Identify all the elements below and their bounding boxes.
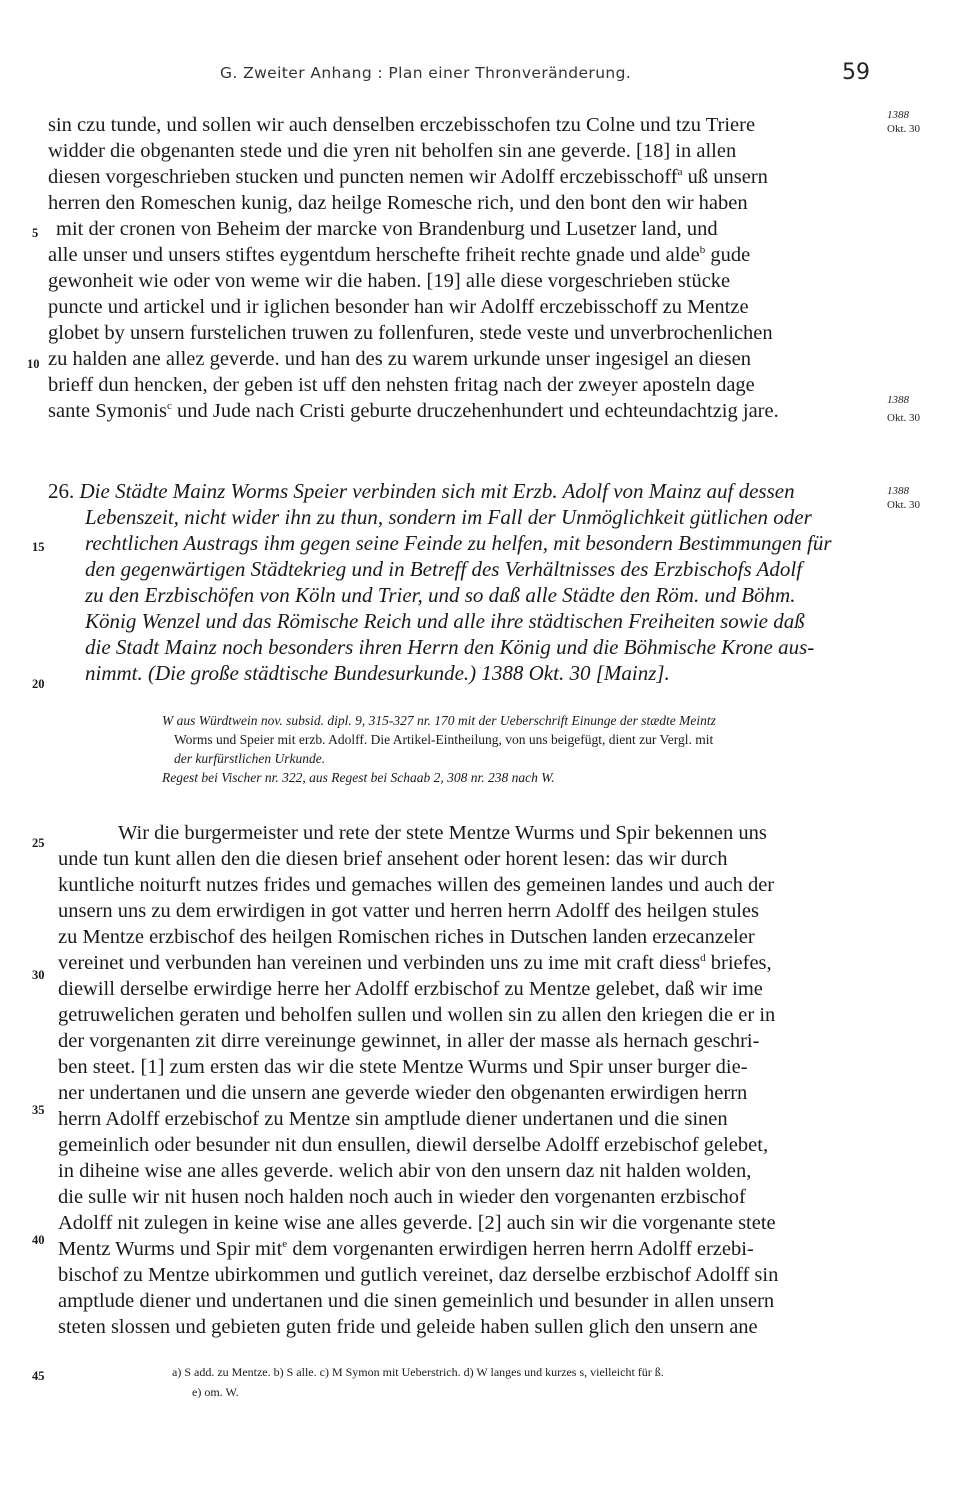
text-span: dem vorgenanten erwirdigen herren herrn Adolff erzebi-: [287, 1238, 754, 1260]
margin-date-3: [887, 484, 920, 512]
text-span: vereinet und verbunden han vereinen und verbinden uns zu ime mit craft diess: [58, 952, 701, 974]
source-note-line: der kurfürstlichen Urkunde.: [174, 751, 326, 766]
text-line: zu halden ane allez geverde. und han des zu warem urkunde unser ingesigel an diesen: [48, 348, 751, 370]
document-number: 26.: [48, 479, 75, 503]
line-number: 35: [32, 1103, 45, 1117]
line-number: 10: [27, 357, 40, 371]
line-number: 40: [32, 1233, 45, 1247]
text-line: steten slossen und gebieten guten fride und geleide haben sullen glich den unsern ane: [58, 1316, 758, 1338]
source-note-line: W aus Würdtwein nov. subsid. dipl. 9, 315-327 nr. 170 mit der Ueberschrift Einunge der stædte Meintz: [162, 713, 716, 728]
text-line: [48, 398, 779, 424]
text-span: briefes,: [705, 952, 772, 974]
text-line: sin czu tunde, und sollen wir auch denselben erczebisschofen tzu Colne und tzu Triere: [48, 114, 756, 136]
text-line: der vorgenanten zit dirre vereinunge gewinnet, in aller der masse als hernach geschri-: [58, 1030, 760, 1052]
text-line: herren den Romeschen kunig, daz heilge Romesche rich, und den bont den wir haben: [48, 192, 748, 214]
regest-line: zu den Erzbischöfen von Köln und Trier, und so daß alle Städte den Röm. und Böhm.: [85, 583, 796, 607]
line-number: 5: [32, 226, 39, 240]
text-block-2: [58, 820, 778, 1340]
text-line: Adolff nit zulegen in keine wise ane alles geverde. [2] auch sin wir die vorgenante stete: [58, 1212, 776, 1234]
footnote-marker: a: [677, 166, 683, 179]
footnote-marker: c: [167, 400, 172, 413]
margin-day: Okt. 30: [887, 123, 920, 135]
text-line: unde tun kunt allen den die diesen brief ansehent oder horent lesen: das wir durch: [58, 848, 728, 870]
text-line: globet by unsern furstelichen truwen zu follenfuren, stede veste und unverbrochenlichen: [48, 322, 773, 344]
source-notes: [162, 711, 716, 787]
text-span: uß unsern: [682, 166, 768, 188]
text-line: bischof zu Mentze ubirkommen und gutlich vereinet, daz derselbe erzbischof Adolff sin: [58, 1264, 779, 1286]
text-line: [58, 1236, 778, 1262]
text-line: [48, 164, 779, 190]
text-line: puncte und artickel und ir iglichen besonder han wir Adolff erczebisschoff zu Mentze: [48, 296, 749, 318]
source-note-line: Worms und Speier mit erzb. Adolff. Die Artikel-Eintheilung, von uns beigefügt, dient zur Vergl. mit: [174, 732, 714, 747]
line-number: 25: [32, 836, 45, 850]
text-line: ner undertanen und die unsern ane geverde wieder den obgenanten erwirdigen herrn: [58, 1082, 748, 1104]
text-line: unsern uns zu dem erwirdigen in got vatter und herren herrn Adolff des heilgen stules: [58, 900, 759, 922]
text-line: die sulle wir nit husen noch halden noch auch in wieder den vorgenanten erzbischof: [58, 1186, 746, 1208]
regest-line: Lebenszeit, nicht wider ihn zu thun, sondern im Fall der Unmöglichkeit gütlichen oder: [85, 505, 812, 529]
text-block-1: [48, 112, 779, 424]
margin-date-2: [887, 387, 920, 425]
margin-day: Okt. 30: [887, 499, 920, 511]
text-line: gemeinlich oder besunder nit dun ensullen, diewil derselbe Adolff erzebischof gelebet,: [58, 1134, 769, 1156]
regest-line: nimmt. (Die große städtische Bundesurkunde.) 1388 Okt. 30 [Mainz].: [85, 661, 670, 685]
footnote-line: a) S add. zu Mentze. b) S alle. c) M Symon mit Ueberstrich. d) W langes und kurzes s, vielleicht für ß.: [172, 1365, 664, 1379]
margin-year: 1388: [887, 485, 909, 497]
text-span: diesen vorgeschrieben stucken und puncten nemen wir Adolff erczebisschoff: [48, 166, 678, 188]
page-number: 59: [842, 60, 870, 85]
margin-day: Okt. 30: [887, 412, 920, 424]
text-line: zu Mentze erzbischof des heilgen Romischen riches in Dutschen landen erzecanzeler: [58, 926, 755, 948]
regest-line: die Stadt Mainz noch besonders ihren Herrn den König und die Böhmische Krone aus-: [85, 635, 815, 659]
page-header: [0, 62, 960, 92]
margin-year: 1388: [887, 109, 909, 121]
line-number: 20: [32, 677, 45, 691]
margin-year: 1388: [887, 394, 909, 406]
text-span: sante Symonis: [48, 400, 168, 422]
running-title: G. Zweiter Anhang : Plan einer Thronveränderung.: [220, 64, 632, 82]
text-span: alle unser und unsers stiftes eygentdum herschefte friheit rechte gnade und alde: [48, 244, 700, 266]
text-line: ben steet. [1] zum ersten das wir die stete Mentze Wurms und Spir unser burger die-: [58, 1056, 748, 1078]
footnote-marker: b: [699, 244, 706, 257]
text-span: gude: [705, 244, 751, 266]
regest-block: [48, 478, 832, 686]
text-line: in diheine wise ane alles geverde. welich abir von den unsern daz nit halden wolden,: [58, 1160, 752, 1182]
text-line: mit der cronen von Beheim der marcke von Brandenburg und Lusetzer land, und: [56, 218, 718, 240]
regest-line: den gegenwärtigen Städtekrieg und in Betreff des Verhältnisses des Erzbischofs Adolf: [85, 557, 803, 581]
regest-line: König Wenzel und das Römische Reich und alle ihre städtischen Freiheiten sowie daß: [85, 609, 805, 633]
text-span: Mentz Wurms und Spir mit: [58, 1238, 283, 1260]
text-span: Die Städte Mainz Worms Speier verbinden sich mit Erzb. Adolf von Mainz auf dessen: [79, 479, 795, 503]
text-line: amptlude diener und undertanen und die sinen gemeinlich und besunder in allen unsern: [58, 1290, 775, 1312]
regest-line: [48, 478, 832, 504]
line-number: 30: [32, 968, 45, 982]
text-line: getruwelichen geraten und beholfen sullen und wollen sin zu allen den kriegen die er in: [58, 1004, 776, 1026]
line-number: 45: [32, 1369, 45, 1383]
footnote-line: e) om. W.: [192, 1385, 239, 1399]
text-line: herrn Adolff erzebischof zu Mentze sin amptlude diener undertanen und die sinen: [58, 1108, 728, 1130]
line-number: 15: [32, 540, 45, 554]
margin-date-1: [887, 108, 920, 136]
text-line: [48, 242, 779, 268]
footnote-marker: e: [282, 1238, 288, 1251]
text-line: widder die obgenanten stede und die yren nit beholfen sin ane geverde. [18] in allen: [48, 140, 737, 162]
text-line: kuntliche noiturft nutzes frides und gemaches willen des gemeinen landes und auch der: [58, 874, 775, 896]
text-line: gewonheit wie oder von weme wir die haben. [19] alle diese vorgeschrieben stücke: [48, 270, 731, 292]
text-line: diewill derselbe erwirdige herre her Adolff erzbischof zu Mentze gelebet, daß wir ime: [58, 978, 763, 1000]
text-line: brieff dun hencken, der geben ist uff den nehsten fritag nach der zweyer aposteln dage: [48, 374, 755, 396]
regest-line: rechtlichen Austrags ihm gegen seine Feinde zu helfen, mit besondern Bestimmungen für: [85, 531, 832, 555]
source-note-line: Regest bei Vischer nr. 322, aus Regest bei Schaab 2, 308 nr. 238 nach W.: [162, 770, 555, 785]
footnotes: [172, 1362, 664, 1402]
footnote-marker: d: [700, 952, 706, 965]
text-line: Wir die burgermeister und rete der stete Mentze Wurms und Spir bekennen uns: [118, 822, 767, 844]
text-line: [58, 950, 778, 976]
text-span: und Jude nach Cristi geburte druczehenhundert und echteundachtzig jare.: [171, 400, 779, 422]
